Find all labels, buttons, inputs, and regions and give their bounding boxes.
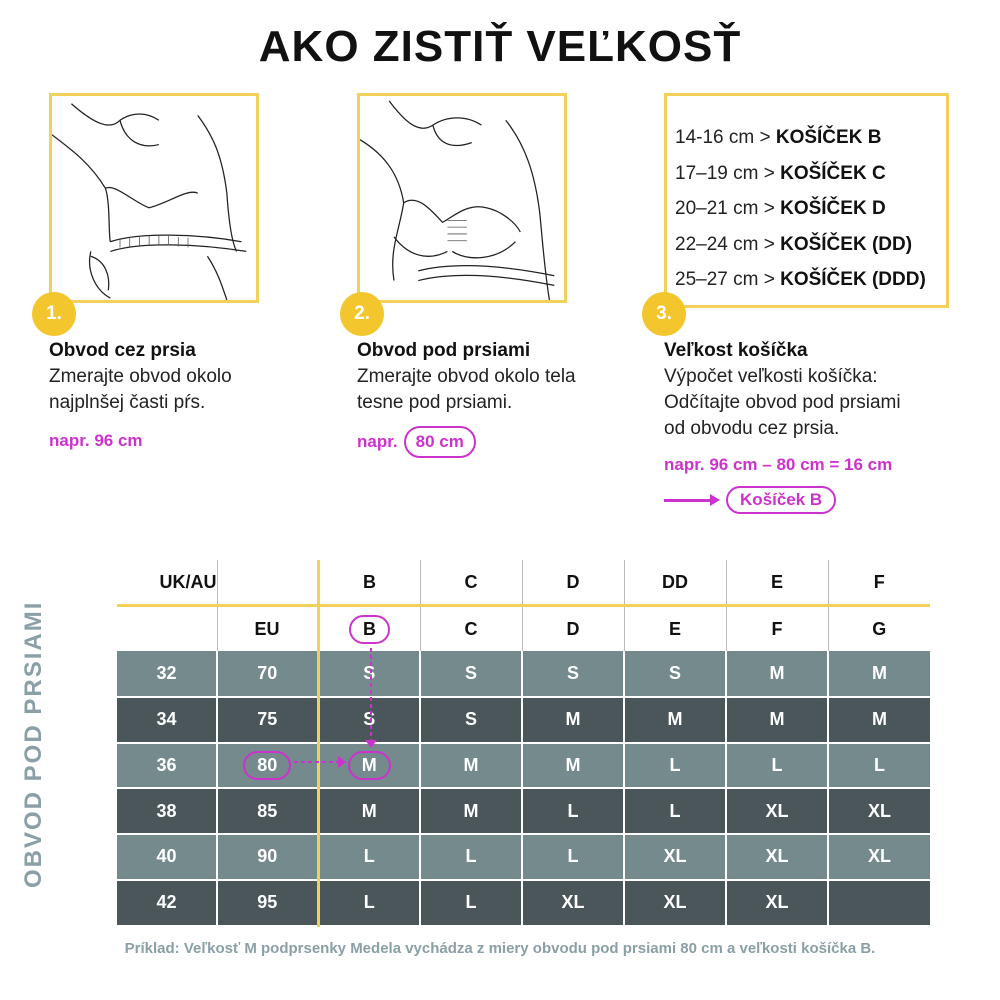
size-cell: XL xyxy=(522,880,624,926)
size-cell xyxy=(828,880,930,926)
cup-chart-row: 22–24 cm > KOŠÍČEK (DD) xyxy=(675,233,913,255)
size-cell: S xyxy=(420,697,522,743)
size-cell: L xyxy=(624,788,726,834)
step-desc-line: od obvodu cez prsia. xyxy=(664,418,840,439)
step-desc-line: tesne pod prsiami. xyxy=(357,392,513,413)
table-row xyxy=(117,788,930,834)
step-heading: Veľkost košíčka xyxy=(664,340,808,361)
size-cell: L xyxy=(318,834,420,880)
step-desc-line: Výpočet veľkosti košíčka: xyxy=(664,366,878,387)
size-cell: M xyxy=(522,743,624,789)
size-cell: L xyxy=(420,880,522,926)
size-cell: L xyxy=(828,743,930,789)
underbust-measurement-illustration xyxy=(357,93,567,303)
bust-measurement-illustration xyxy=(49,93,259,303)
cup-size-chart xyxy=(664,93,949,308)
uk-cup-header: E xyxy=(726,560,828,606)
step-desc-line: Zmerajte obvod okolo xyxy=(49,366,232,387)
table-row xyxy=(117,834,930,880)
size-cell: M xyxy=(828,697,930,743)
eu-cup-header: G xyxy=(828,606,930,652)
size-cell: XL xyxy=(726,788,828,834)
uk-cup-header: C xyxy=(420,560,522,606)
cup-chart-row: 20–21 cm > KOŠÍČEK D xyxy=(675,198,886,219)
example-value-circled: 80 cm xyxy=(404,426,476,458)
size-cell: XL xyxy=(726,834,828,880)
size-cell: S xyxy=(318,697,420,743)
step-2 xyxy=(357,338,657,458)
size-cell: L xyxy=(522,834,624,880)
size-cell: M xyxy=(726,651,828,697)
size-cell: L xyxy=(522,788,624,834)
cup-result-badge: Košíček B xyxy=(726,486,836,514)
uk-cup-header: D xyxy=(522,560,624,606)
arrow-right-icon xyxy=(664,499,712,502)
size-cell: S xyxy=(624,651,726,697)
size-cell: XL xyxy=(828,834,930,880)
size-cell: S xyxy=(318,651,420,697)
size-cell: XL xyxy=(624,834,726,880)
uk-band: 34 xyxy=(117,697,217,743)
uk-band: 32 xyxy=(117,651,217,697)
uk-band: 36 xyxy=(117,743,217,789)
cup-chart-row: 14-16 cm > KOŠÍČEK B xyxy=(675,127,882,148)
size-cell: L xyxy=(420,834,522,880)
size-cell: M xyxy=(828,651,930,697)
step-example xyxy=(357,426,657,458)
size-cell: M xyxy=(420,788,522,834)
size-cell: M xyxy=(420,743,522,789)
size-cell: S xyxy=(522,651,624,697)
step-3 xyxy=(664,338,984,514)
size-cell: XL xyxy=(828,788,930,834)
table-row xyxy=(117,651,930,697)
result-row xyxy=(664,486,984,514)
step-example: napr. 96 cm xyxy=(49,431,143,450)
eu-cup-header: E xyxy=(624,606,726,652)
size-cell: S xyxy=(420,651,522,697)
size-cell: M xyxy=(624,697,726,743)
size-cell: L xyxy=(318,880,420,926)
table-row xyxy=(117,743,930,789)
step-example: napr. 96 cm – 80 cm = 16 cm xyxy=(664,455,893,474)
uk-header: UK/AU xyxy=(117,560,217,606)
eu-band: 75 xyxy=(217,697,318,743)
eu-band: 85 xyxy=(217,788,318,834)
uk-band: 40 xyxy=(117,834,217,880)
step-badge: 2. xyxy=(340,292,384,336)
eu-band: 90 xyxy=(217,834,318,880)
side-label: OBVOD POD PRSIAMI xyxy=(20,600,47,888)
eu-cup-header: F xyxy=(726,606,828,652)
uk-band: 38 xyxy=(117,788,217,834)
uk-cup-header: F xyxy=(828,560,930,606)
eu-header: EU xyxy=(217,606,318,652)
size-cell: L xyxy=(726,743,828,789)
example-prefix: napr. xyxy=(357,432,398,451)
eu-cup-header: D xyxy=(522,606,624,652)
table-row xyxy=(117,697,930,743)
step-badge: 3. xyxy=(642,292,686,336)
step-badge: 1. xyxy=(32,292,76,336)
size-table xyxy=(117,560,930,927)
size-cell: XL xyxy=(726,880,828,926)
step-1 xyxy=(49,338,349,454)
measuring-illustration-bust xyxy=(52,96,256,300)
step-desc-line: Odčítajte obvod pod prsiami xyxy=(664,392,901,413)
size-cell: M xyxy=(318,788,420,834)
eu-band: 70 xyxy=(217,651,318,697)
eu-cup-header: C xyxy=(420,606,522,652)
measuring-illustration-underbust xyxy=(360,96,564,300)
size-cell: M xyxy=(522,697,624,743)
uk-cup-header: DD xyxy=(624,560,726,606)
cup-chart-row: 25–27 cm > KOŠÍČEK (DDD) xyxy=(675,269,926,290)
size-cell: XL xyxy=(624,880,726,926)
step-heading: Obvod pod prsiami xyxy=(357,340,531,361)
uk-cup-header: B xyxy=(318,560,420,606)
cup-chart-row: 17–19 cm > KOŠÍČEK C xyxy=(675,162,886,184)
size-cell: M xyxy=(726,697,828,743)
empty-header xyxy=(117,606,217,652)
size-cell: L xyxy=(624,743,726,789)
eu-band-highlighted: 80 xyxy=(217,743,318,789)
size-cell-highlighted: M xyxy=(318,743,420,789)
step-heading: Obvod cez prsia xyxy=(49,340,196,361)
page-title: AKO ZISTIŤ VEĽKOSŤ xyxy=(258,22,742,71)
eu-cup-header-highlighted: B xyxy=(318,606,420,652)
table-row xyxy=(117,880,930,926)
eu-band: 95 xyxy=(217,880,318,926)
step-desc-line: Zmerajte obvod okolo tela xyxy=(357,366,576,387)
step-desc-line: najplnšej časti pŕs. xyxy=(49,392,206,413)
empty-header xyxy=(217,560,318,606)
uk-band: 42 xyxy=(117,880,217,926)
footnote: Príklad: Veľkosť M podprsenky Medela vychádza z miery obvodu pod prsiami 80 cm a veľkosti košíčka B. xyxy=(124,940,876,957)
